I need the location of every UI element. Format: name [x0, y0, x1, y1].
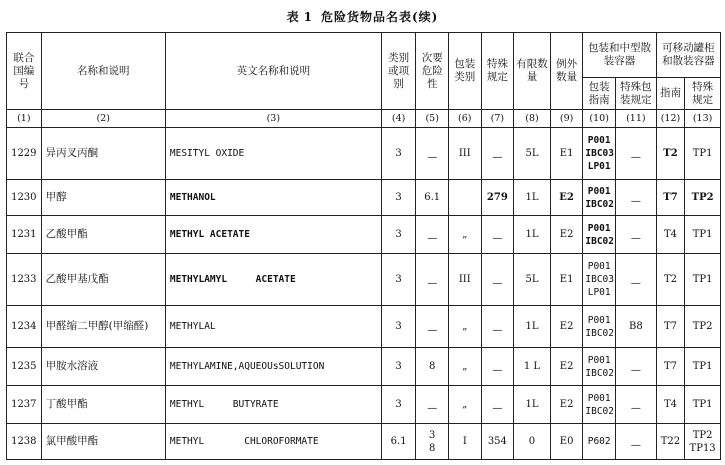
tank-instruction: T7: [656, 348, 685, 386]
tank-instruction: T4: [656, 216, 685, 254]
name-cn: 乙酸甲酯: [41, 216, 165, 254]
name-cn: 甲醇: [41, 180, 165, 216]
excepted-qty: E2: [550, 180, 583, 216]
header-limited-qty: 有限数量: [514, 33, 551, 110]
table-row: [7, 254, 721, 306]
column-number: (11): [615, 110, 656, 128]
header-tank-instruction: 指南: [656, 78, 685, 110]
name-cn: 甲醛缩二甲醇(甲缩醛): [41, 306, 165, 348]
table-title-text: 危险货物品名表(续): [321, 10, 439, 24]
subsidiary-risk: —: [416, 128, 449, 180]
table-row: [7, 306, 721, 348]
packing-instruction: P001 IBC03 LP01: [583, 128, 616, 180]
special-packing: B8: [615, 306, 656, 348]
class: 3: [381, 306, 416, 348]
excepted-qty: E1: [550, 128, 583, 180]
un-number: 1238: [7, 424, 42, 460]
header-tank-group: 可移动罐柜和散装容器: [656, 33, 720, 78]
subsidiary-risk: —: [416, 386, 449, 424]
header-special-packing: 特殊包装规定: [615, 78, 656, 110]
special-provisions: —: [481, 306, 514, 348]
name-en: METHYL BUTYRATE: [165, 386, 381, 424]
tank-instruction: T2: [656, 128, 685, 180]
tank-instruction: T7: [656, 306, 685, 348]
un-number: 1231: [7, 216, 42, 254]
header-packing-instruction: 包装指南: [583, 78, 616, 110]
name-cn: 甲胺水溶液: [41, 348, 165, 386]
excepted-qty: E2: [550, 216, 583, 254]
name-en: METHYL CHLOROFORMATE: [165, 424, 381, 460]
class: 6.1: [381, 424, 416, 460]
un-number: 1233: [7, 254, 42, 306]
header-row: [7, 33, 721, 78]
excepted-qty: E0: [550, 424, 583, 460]
name-en: METHYLAMINE,AQUEOUsSOLUTION: [165, 348, 381, 386]
limited-qty: 5L: [514, 254, 551, 306]
name-cn: 氯甲酸甲酯: [41, 424, 165, 460]
un-number: 1230: [7, 180, 42, 216]
tank-instruction: T22: [656, 424, 685, 460]
table-row: [7, 128, 721, 180]
special-provisions: —: [481, 216, 514, 254]
un-number: 1234: [7, 306, 42, 348]
packing-instruction: P001 IBC02: [583, 180, 616, 216]
column-number: (9): [550, 110, 583, 128]
tank-special: TP1: [685, 254, 721, 306]
table-title: [0, 8, 725, 25]
table-row: [7, 180, 721, 216]
name-cn: 异丙叉丙酮: [41, 128, 165, 180]
column-number: (10): [583, 110, 616, 128]
special-packing: —: [615, 424, 656, 460]
tank-special: TP1: [685, 386, 721, 424]
special-provisions: —: [481, 254, 514, 306]
subsidiary-risk: 6.1: [416, 180, 449, 216]
name-en: METHYLAMYL ACETATE: [165, 254, 381, 306]
column-number: (12): [656, 110, 685, 128]
header-subsidiary: 次要危险性: [416, 33, 449, 110]
class: 3: [381, 128, 416, 180]
special-packing: —: [615, 216, 656, 254]
table-title-number: 1: [303, 10, 313, 24]
packing-group: I: [449, 424, 482, 460]
packing-instruction: P602: [583, 424, 616, 460]
special-provisions: —: [481, 348, 514, 386]
column-number: (6): [449, 110, 482, 128]
tank-special: TP2: [685, 306, 721, 348]
dangerous-goods-table: [6, 32, 721, 460]
header-class: 类别或项别: [381, 33, 416, 110]
limited-qty: 5L: [514, 128, 551, 180]
class: 3: [381, 180, 416, 216]
un-number: 1229: [7, 128, 42, 180]
column-number: (13): [685, 110, 721, 128]
limited-qty: 1L: [514, 306, 551, 348]
limited-qty: 1L: [514, 216, 551, 254]
column-number: (5): [416, 110, 449, 128]
subsidiary-risk: —: [416, 306, 449, 348]
column-number: (3): [165, 110, 381, 128]
column-number-row: [7, 110, 721, 128]
tank-special: TP1: [685, 348, 721, 386]
limited-qty: 1L: [514, 386, 551, 424]
column-number: (2): [41, 110, 165, 128]
packing-group: „: [449, 386, 482, 424]
special-packing: —: [615, 180, 656, 216]
subsidiary-risk: 3 8: [416, 424, 449, 460]
column-number: (1): [7, 110, 42, 128]
special-packing: —: [615, 128, 656, 180]
header-name-cn: 名称和说明: [41, 33, 165, 110]
tank-special: TP1: [685, 216, 721, 254]
name-cn: 丁酸甲酯: [41, 386, 165, 424]
packing-instruction: P001 IBC02: [583, 348, 616, 386]
limited-qty: 1L: [514, 180, 551, 216]
packing-group: „: [449, 348, 482, 386]
name-en: METHANOL: [165, 180, 381, 216]
packing-instruction: P001 IBC03 LP01: [583, 254, 616, 306]
table-row: [7, 424, 721, 460]
subsidiary-risk: —: [416, 254, 449, 306]
tank-special: TP2: [685, 180, 721, 216]
limited-qty: 1 L: [514, 348, 551, 386]
header-un-number: 联合国编号: [7, 33, 42, 110]
class: 3: [381, 254, 416, 306]
tank-instruction: T2: [656, 254, 685, 306]
subsidiary-risk: —: [416, 216, 449, 254]
special-provisions: —: [481, 128, 514, 180]
tank-instruction: T4: [656, 386, 685, 424]
packing-instruction: P001 IBC02: [583, 386, 616, 424]
special-packing: —: [615, 254, 656, 306]
excepted-qty: E1: [550, 254, 583, 306]
table-row: [7, 386, 721, 424]
table-row: [7, 216, 721, 254]
excepted-qty: E2: [550, 306, 583, 348]
header-packing-group: 包装类别: [449, 33, 482, 110]
packing-instruction: P001 IBC02: [583, 306, 616, 348]
packing-group: III: [449, 128, 482, 180]
name-en: METHYL ACETATE: [165, 216, 381, 254]
special-packing: —: [615, 386, 656, 424]
class: 3: [381, 348, 416, 386]
column-number: (7): [481, 110, 514, 128]
un-number: 1237: [7, 386, 42, 424]
limited-qty: 0: [514, 424, 551, 460]
class: 3: [381, 216, 416, 254]
packing-group: „: [449, 216, 482, 254]
tank-special: TP2 TP13: [685, 424, 721, 460]
header-excepted-qty: 例外数量: [550, 33, 583, 110]
excepted-qty: E2: [550, 348, 583, 386]
table-title-label: 表: [286, 10, 300, 24]
tank-special: TP1: [685, 128, 721, 180]
column-number: (8): [514, 110, 551, 128]
header-tank-special: 特殊规定: [685, 78, 721, 110]
packing-group: „: [449, 306, 482, 348]
name-cn: 乙酸甲基戊酯: [41, 254, 165, 306]
header-ibc-group: 包装和中型散装容器: [583, 33, 656, 78]
special-packing: —: [615, 348, 656, 386]
tank-instruction: T7: [656, 180, 685, 216]
packing-instruction: P001 IBC02: [583, 216, 616, 254]
column-number: (4): [381, 110, 416, 128]
special-provisions: —: [481, 386, 514, 424]
excepted-qty: E2: [550, 386, 583, 424]
name-en: MESITYL OXIDE: [165, 128, 381, 180]
name-en: METHYLAL: [165, 306, 381, 348]
class: 3: [381, 386, 416, 424]
packing-group: III: [449, 254, 482, 306]
special-provisions: 279: [481, 180, 514, 216]
header-name-en: 英文名称和说明: [165, 33, 381, 110]
table-row: [7, 348, 721, 386]
header-special-provisions: 特殊规定: [481, 33, 514, 110]
subsidiary-risk: 8: [416, 348, 449, 386]
special-provisions: 354: [481, 424, 514, 460]
packing-group: [449, 180, 482, 216]
un-number: 1235: [7, 348, 42, 386]
